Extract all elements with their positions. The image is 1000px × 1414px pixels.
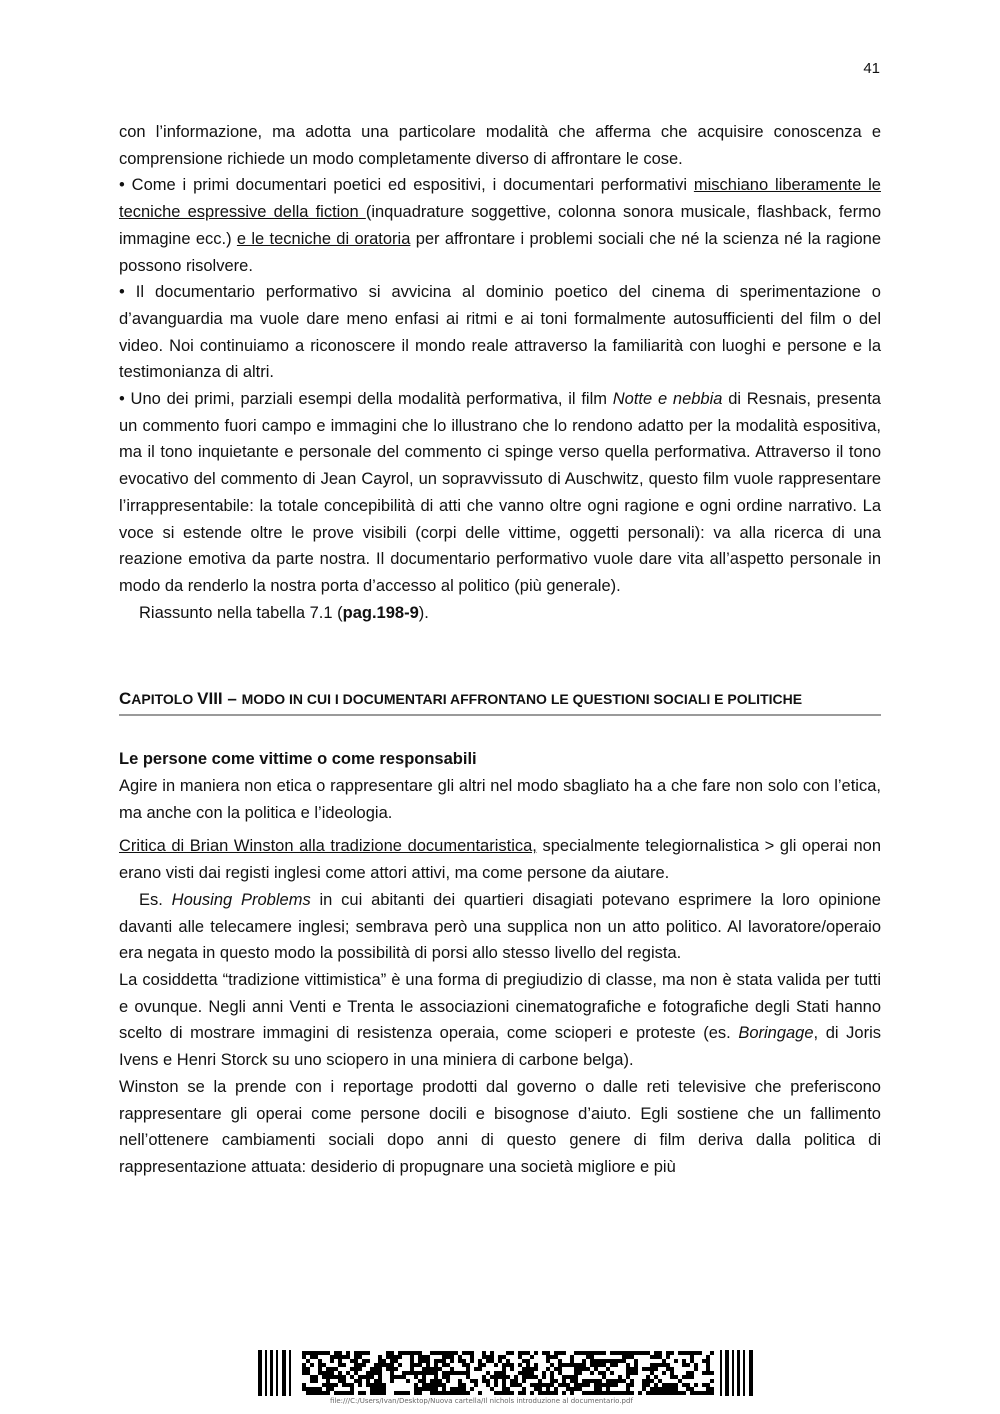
chapter-number: VIII – — [197, 689, 242, 709]
paragraph-text: specialmente telegiornalistica > gli operai non erano visti dai registi inglesi come attori attivi, ma come persone da aiutare. — [119, 837, 881, 883]
paragraph-winston-reportage: Winston se la prende con i reportage prodotti dal governo o dalle reti televisive che preferiscono rappresentare gli operai come persone docili e bisognose d’aiuto. Egli sostiene che un fallimento nell’ottenere cambiamenti sociali dopo anni di questo genere di film deriva dalla politica di rappresentazione attuata: desiderio di propugnare una società migliore e più — [119, 1077, 881, 1176]
bullet-text: Come i primi documentari poetici ed espositivi, i documentari performativi — [124, 176, 694, 195]
paragraph-housing-problems — [119, 887, 881, 967]
bullet-text: Il documentario performativo si avvicina al dominio poetico del cinema di sperimentazione o d’avanguardia ma vuole dare meno enfasi ai ritmi e ai toni formalmente autosufficienti del film o del video. Noi continuiamo a riconoscere il mondo reale attraverso la familiarità con luoghi e persone e la testimonianza di altri. — [119, 283, 881, 382]
underlined-text: Critica di Brian Winston alla tradizione documentaristica, — [119, 837, 537, 856]
paragraph-victim-tradition — [119, 967, 881, 1074]
page-number: 41 — [863, 60, 880, 77]
bullet-item-performative-techniques — [119, 172, 881, 279]
film-title: Notte e nebbia — [612, 390, 723, 409]
summary-line — [119, 600, 881, 627]
paragraph-text: , di Joris Ivens e Henri Storck su uno sciopero in una miniera di carbone belga). — [119, 1024, 881, 1070]
bullet-item-notte-e-nebbia — [119, 386, 881, 600]
summary-text: ). — [418, 603, 429, 622]
document-body — [119, 119, 881, 1181]
bullet-text: (inquadrature soggettive, colonna sonora musicale, flashback, fermo immagine ecc.) — [119, 203, 882, 248]
film-title: Housing Problems — [171, 890, 311, 909]
bullet-item-avant-garde — [119, 279, 881, 386]
bullet-text: Uno dei primi, parziali esempi della modalità performativa, il film — [124, 390, 613, 409]
chapter-title: MODO IN CUI I DOCUMENTARI AFFRONTANO LE QUESTIONI SOCIALI E POLITICHE — [241, 691, 803, 708]
paragraph-text: Es. — [139, 890, 172, 909]
film-title: Boringage — [738, 1024, 814, 1043]
bullet-text: per affrontare i problemi sociali che né la scienza né la ragione possono risolvere. — [119, 229, 881, 275]
underlined-text: mischiano liberamente le tecniche espressive della fiction — [119, 176, 881, 222]
paragraph-winston-critique — [119, 833, 881, 886]
summary-text: Riassunto nella tabella 7.1 ( — [139, 603, 343, 622]
barcode-caption: file:///C:/Users/Ivan/Desktop/Nuova cartella/Il nichols introduzione al documentario.pdf — [330, 1397, 633, 1405]
paragraph-text: La cosiddetta “tradizione vittimistica” è una forma di pregiudizio di classe, ma non è stata valida per tutti e ovunque. Negli anni Venti e Trenta le associazioni cinematografiche e fotografiche degli Stati hanno scelto di mostrare immagini di resistenza operaia, come scioperi e proteste (es. — [119, 970, 881, 1043]
chapter-label: APITOLO — [131, 691, 198, 708]
chapter-heading — [119, 688, 881, 716]
section-heading: Le persone come vittime o come responsabili — [119, 750, 477, 769]
barcode — [258, 1350, 758, 1396]
bullet-marker: • — [119, 283, 125, 302]
paragraph-text: in cui abitanti dei quartieri disagiati potevano esprimere la loro opinione davanti alle telecamere inglesi; sembrava però una supplica non un atto politico. Al lavoratore/operaio era negata in questo modo la possibilità di porsi allo stesso livello del regista. — [119, 890, 881, 963]
page-reference: pag.198-9 — [342, 603, 419, 622]
paragraph: Agire in maniera non etica o rappresentare gli altri nel modo sbagliato ha a che fare non solo con l’etica, ma anche con la politica e l’ideologia. — [119, 777, 881, 822]
paragraph-continuation: con l’informazione, ma adotta una particolare modalità che afferma che acquisire conoscenza e comprensione richiede un modo completamente diverso di affrontare le cose. — [119, 123, 881, 168]
bullet-text: di Resnais, presenta un commento fuori campo e immagini che lo illustrano che lo rendono adatto per la modalità espositiva, ma il tono inquietante e personale del commento ci spinge verso quella performativa. Attraverso il tono evocativo del commento di Jean Cayrol, un sopravvissuto di Auschwitz, questo film vuole rappresentare l’irrappresentabile: la totale concepibilità di atti che vanno oltre ogni ragione e ogni ordine narrativo. La voce si estende oltre le prove visibili (corpi delle vittime, oggetti personali): va alla ricerca di una reazione emotiva da parte nostra. Il documentario performativo vuole dare vita all’aspetto personale in modo da renderlo la nostra porta d’accesso al politico (più generale). — [119, 390, 881, 595]
chapter-initial: C — [119, 689, 132, 709]
underlined-text: e le tecniche di oratoria — [236, 229, 411, 248]
bullet-marker: • — [119, 390, 125, 409]
bullet-marker: • — [119, 176, 125, 195]
barcode-graphic — [258, 1350, 758, 1396]
